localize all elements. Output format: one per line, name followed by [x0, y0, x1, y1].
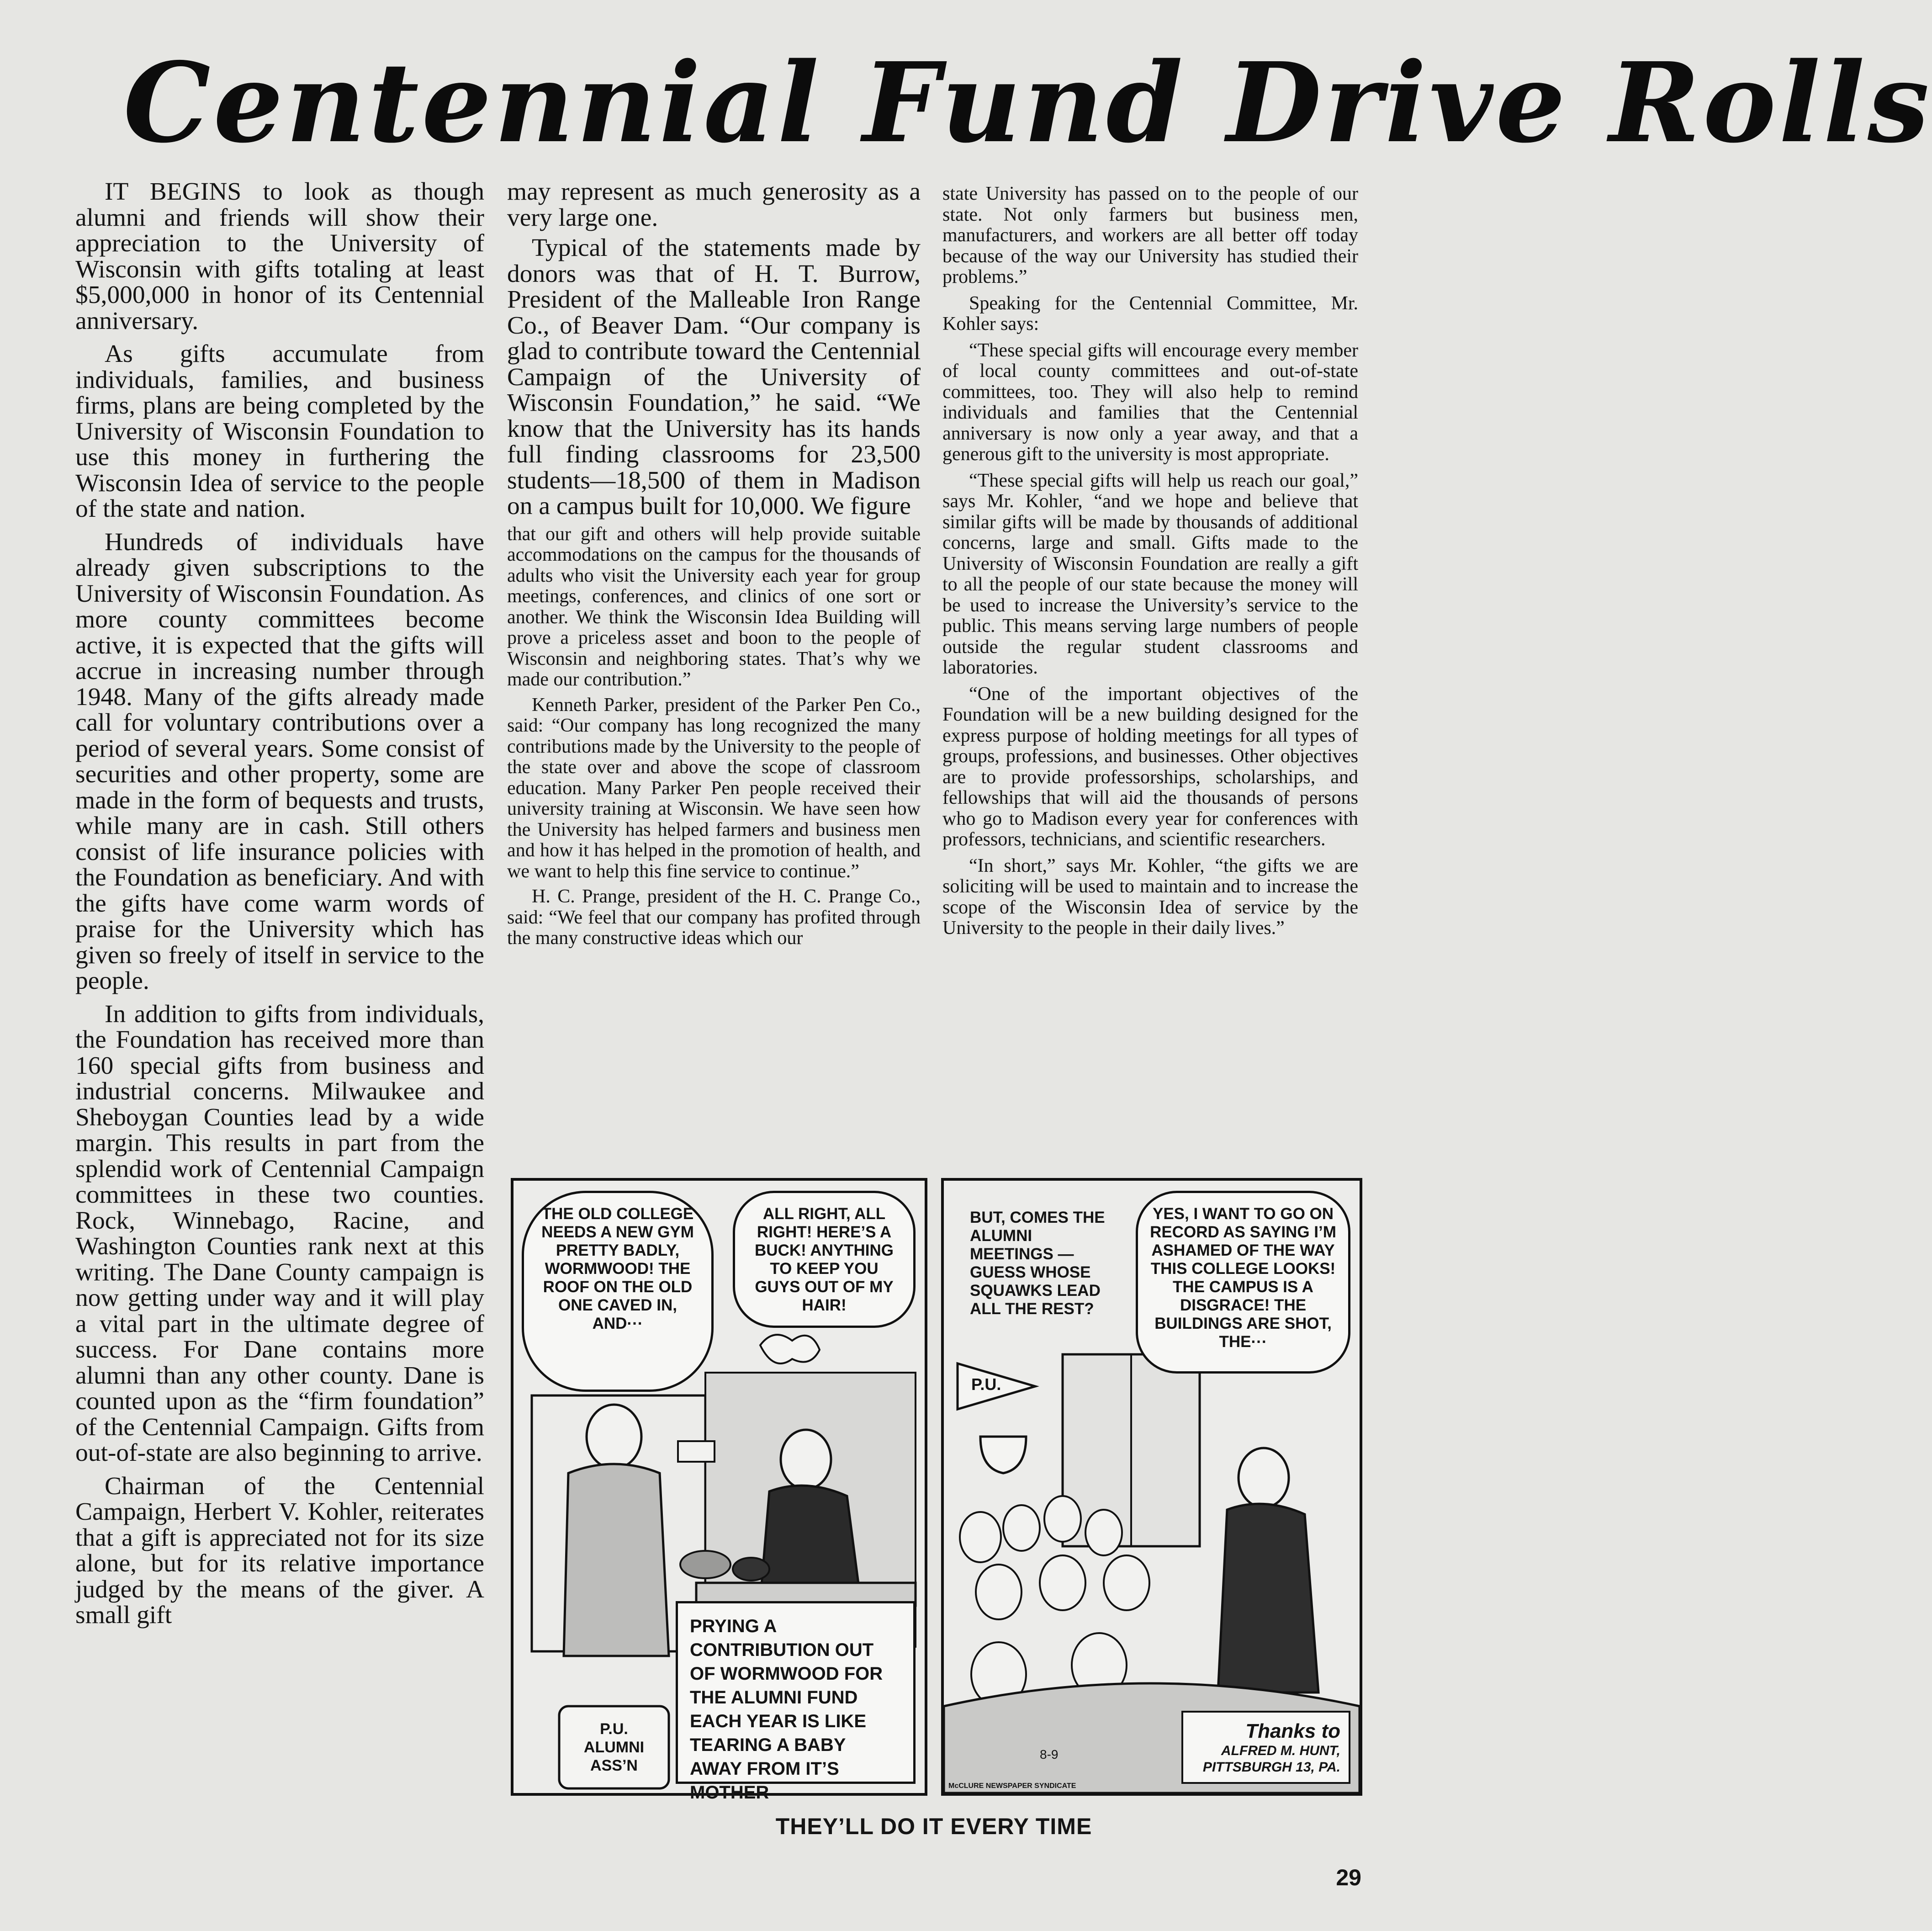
paragraph: “These special gifts will encourage every member of local county committees and out-of-state committees, too. They will also help to remind individuals and families that the Centennial anniversary is now only a year away, and that a generous gift to the university is most appropriate.	[942, 340, 1358, 465]
paragraph: “These special gifts will help us reach our goal,” says Mr. Kohler, “and we hope and believe that similar gifts will be made by thousands of additional concerns, large and small. Gifts made to the University of Wisconsin Foundation are really a gift to all the people of our state because the money will be used to increase the University’s service to the public. This means serving large numbers of people outside the regular student classrooms and laboratories.	[942, 470, 1358, 678]
paragraph: Hundreds of individuals have already given subscriptions to the University of Wisconsin Foundation. As more county committees become active, it is expected that the gifts will accrue in increasing number through 1948. Many of the gifts already made call for voluntary contributions over a period of several years. Some consist of securities and other property, some are made in the form of bequests and trusts, while many are in cash. Still others consist of life insurance policies with the Foundation as beneficiary. And with the gifts have come warm words of praise for the University which has given so freely of itself in service to the people.	[75, 528, 484, 995]
credit-city: PITTSBURGH 13, PA.	[1202, 1760, 1340, 1775]
paragraph: In addition to gifts from individuals, the Foundation has received more than 160 special gifts from business and industrial concerns. Milwaukee and Sheboygan Counties lead by a wide margin. This results in part from the splendid work of Centennial Campaign committees in these two counties. Rock, Winnebago, Racine, and Washington Counties rank next at this writing. The Dane County campaign is now getting under way and it will play a vital part in the ultimate degree of success. For Dane contains more alumni than any other county. Dane is counted upon as the “firm foundation” of the Centennial Campaign. Gifts from out-of-state are also beginning to arrive.	[75, 1000, 484, 1467]
pennant-label: P.U.	[971, 1375, 1001, 1394]
comic-panel-1	[511, 1178, 927, 1803]
paragraph: may represent as much generosity as a very large one.	[507, 178, 921, 232]
page-number: 29	[1336, 1865, 1361, 1890]
comic-date: 8-9	[1040, 1747, 1059, 1761]
syndicate-credit: McCLURE NEWSPAPER SYNDICATE	[948, 1782, 1076, 1790]
panel-1-caption: PRYING A CONTRIBUTION OUT OF WORMWOOD FOR THE ALUMNI FUND EACH YEAR IS LIKE TEARING A BABY AWAY FROM IT’S MOTHER	[676, 1601, 916, 1784]
comic-title: THEY’LL DO IT EVERY TIME	[775, 1814, 1092, 1839]
comic-panel-2	[941, 1178, 1362, 1796]
bag-label: P.U. ALUMNI ASS’N	[583, 1720, 645, 1774]
article-column-1	[75, 179, 484, 1636]
paragraph: “One of the important objectives of the Foundation will be a new building designed for the express purpose of holding meetings for all types of groups, professions, and businesses. Other objectives are to provide professorships, scholarships, and fellowships that will aid the thousands of persons who go to Madison every year for conferences with professors, technicians, and scientific researchers.	[942, 683, 1358, 850]
panel-2-caption: BUT, COMES THE ALUMNI MEETINGS — GUESS WHOSE SQUAWKS LEAD ALL THE REST?	[970, 1209, 1105, 1318]
paragraph: state University has passed on to the people of our state. Not only farmers but business men, manufacturers, and workers are all better off today because of the way our University has studied their problems.”	[942, 183, 1358, 287]
paragraph: Chairman of the Centennial Campaign, Herbert V. Kohler, reiterates that a gift is appreciated not for its size alone, but for its relative importance judged by the means of the giver. A small gift	[75, 1472, 484, 1629]
article-column-3	[942, 184, 1358, 944]
paragraph: “In short,” says Mr. Kohler, “the gifts we are soliciting will be used to maintain and to increase the scope of the Wisconsin Idea of service by the University to the people in their daily lives.”	[942, 855, 1358, 939]
speech-bubble-alumnus: THE OLD COLLEGE NEEDS A NEW GYM PRETTY BADLY, WORMWOOD! THE ROOF ON THE OLD ONE CAVED IN, AND···	[522, 1191, 714, 1392]
paragraph: IT BEGINS to look as though alumni and friends will show their appreciation to the University of Wisconsin with gifts totaling at least $5,000,000 in honor of its Centennial anniversary.	[75, 178, 484, 335]
reader-credit	[1181, 1711, 1350, 1784]
speech-bubble-wormwood: ALL RIGHT, ALL RIGHT! HERE’S A BUCK! ANYTHING TO KEEP YOU GUYS OUT OF MY HAIR!	[733, 1191, 916, 1328]
article-column-2	[507, 179, 921, 954]
paragraph: As gifts accumulate from individuals, families, and business firms, plans are being completed by the University of Wisconsin Foundation to use this money in furthering the Wisconsin Idea of service to the people of the state and nation.	[75, 340, 484, 523]
headline: Centennial Fund Drive Rolls	[123, 38, 1932, 167]
paragraph: Speaking for the Centennial Committee, Mr. Kohler says:	[942, 292, 1358, 334]
paragraph: that our gift and others will help provide suitable accommodations on the campus for the thousands of adults who visit the University each year for group meetings, conferences, and clinics of one sort or another. We think the Wisconsin Idea Building will prove a priceless asset and boon to the people of Wisconsin and neighboring states. That’s why we made our contribution.”	[507, 523, 921, 690]
credit-thanks: Thanks to	[1245, 1720, 1340, 1742]
paragraph: Kenneth Parker, president of the Parker Pen Co., said: “Our company has long recognized the many contributions made by the University to the people of the state over and above the scope of classroom education. Many Parker Pen people received their university training at Wisconsin. We have seen how the University has helped farmers and business men and how it has helped in the promotion of health, and we want to help this fine service to continue.”	[507, 694, 921, 882]
paragraph: Typical of the statements made by donors was that of H. T. Burrow, President of the Malleable Iron Range Co., of Beaver Dam. “Our company is glad to contribute toward the Centennial Campaign of the University of Wisconsin Foundation,” he said. “We know that the University has its hands full finding classrooms for 23,500 students—18,500 of them in Madison on a campus built for 10,000. We figure	[507, 234, 921, 520]
paragraph: H. C. Prange, president of the H. C. Prange Co., said: “We feel that our company has profited through the many constructive ideas which our	[507, 886, 921, 949]
speech-bubble-wormwood-meeting: YES, I WANT TO GO ON RECORD AS SAYING I’M ASHAMED OF THE WAY THIS COLLEGE LOOKS! THE CAMPUS IS A DISGRACE! THE BUILDINGS ARE SHOT, THE···	[1136, 1191, 1350, 1374]
credit-name: ALFRED M. HUNT,	[1221, 1743, 1340, 1758]
